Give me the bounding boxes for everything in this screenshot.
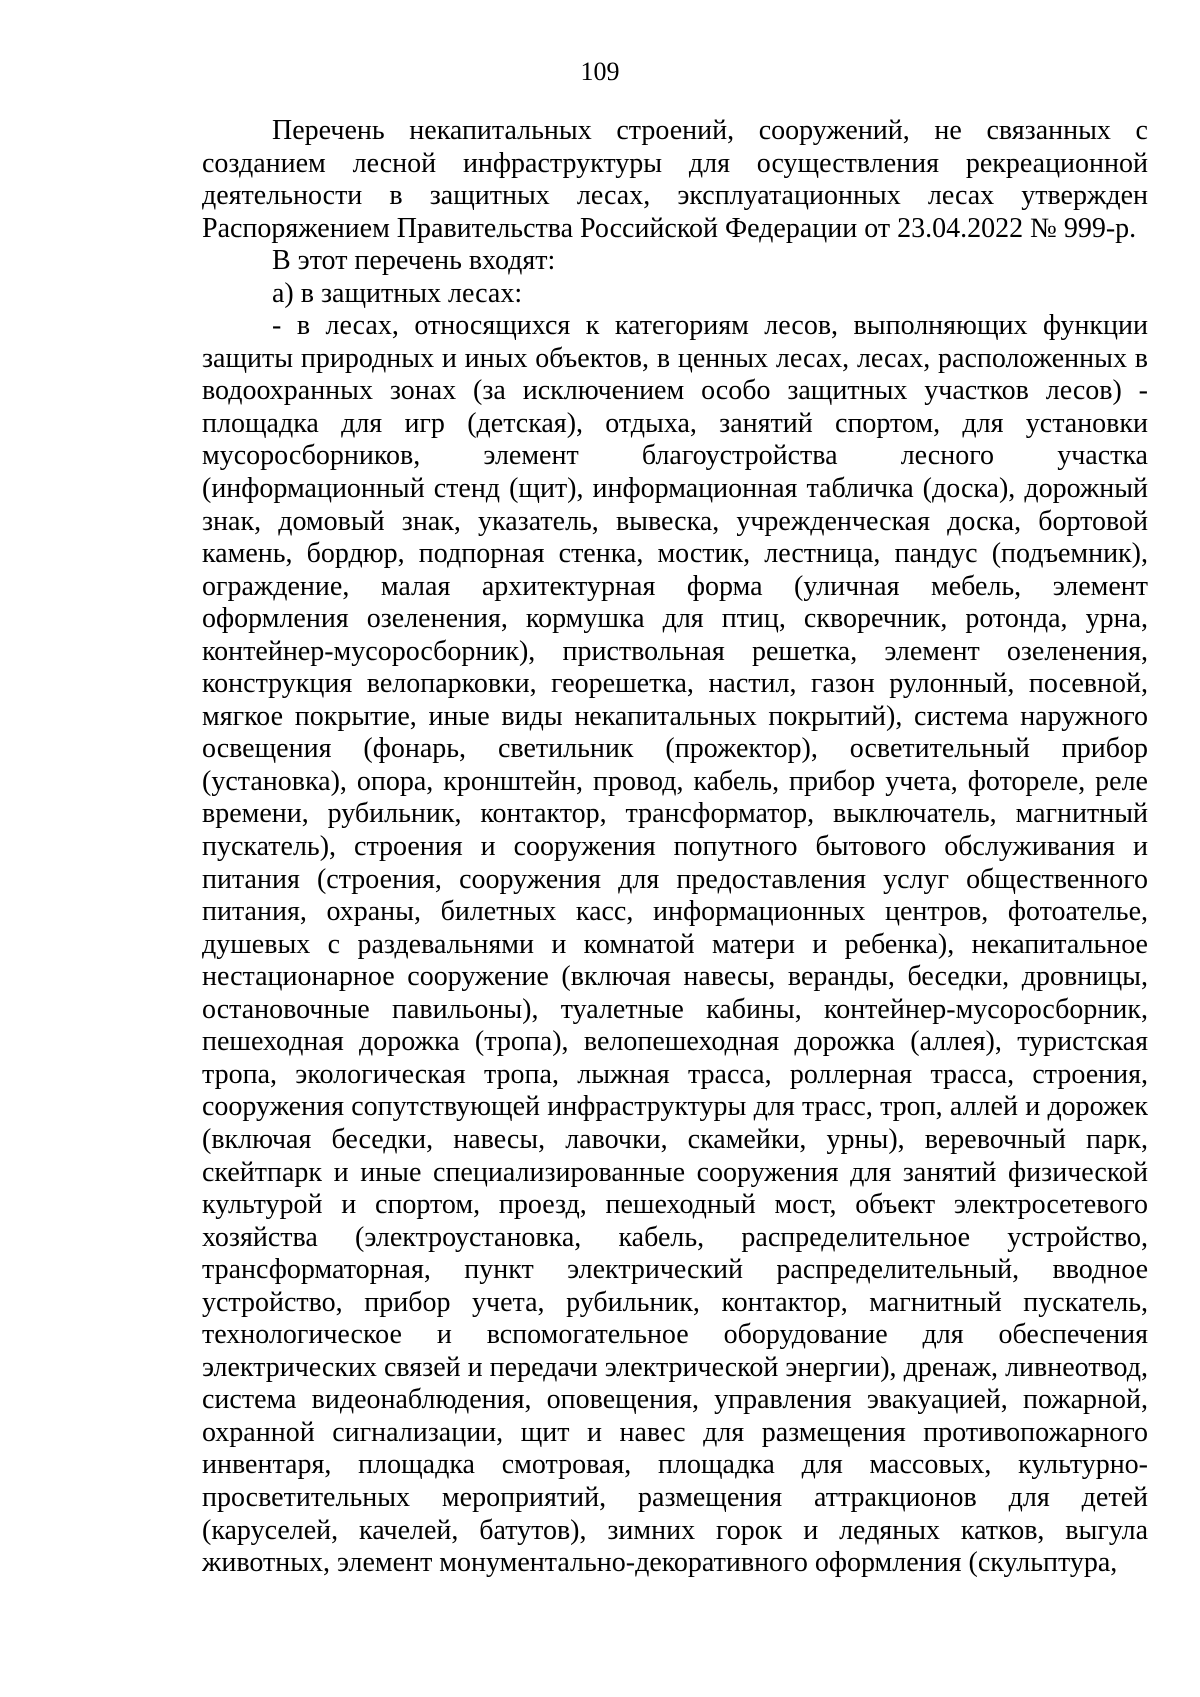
protective-forests-list-paragraph: - в лесах, относящихся к категориям лесов, выполняющих функции защиты природных и иных объектов, в ценных лесах, лесах, расположенных в водоохранных зонах (за исключением особо защитных участков лесов) - площадка для игр (детская), отдыха, занятий спортом, для установки мусоросборников, элемент благоустройства лесного участка (информационный стенд (щит), информационная табличка (доска), дорожный знак, домовый знак, указатель, вывеска, учрежденческая доска, бортовой камень, бордюр, подпорная стенка, мостик, лестница, пандус (подъемник), ограждение, малая архитектурная форма (уличная мебель, элемент оформления озеленения, кормушка для птиц, скворечник, ротонда, урна, контейнер-мусоросборник), приствольная решетка, элемент озеленения, конструкция велопарковки, георешетка, настил, газон рулонный, посевной, мягкое покрытие, иные виды некапитальных покрытий), система наружного освещения (фонарь, светильник (прожектор), осветительный прибор (установка), опора, кронштейн, провод, кабель, прибор учета, фотореле, реле времени, рубильник, контактор, трансформатор, выключатель, магнитный пускатель), строения и сооружения попутного бытового обслуживания и питания (строения, сооружения для предоставления услуг общественного питания, охраны, билетных касс, информационных центров, фотоателье, душевых с раздевальнями и комнатой матери и ребенка), некапитальное нестационарное сооружение (включая навесы, веранды, беседки, дровницы, остановочные павильоны), туалетные кабины, контейнер-мусоросборник, пешеходная дорожка (тропа), велопешеходная дорожка (аллея), туристская тропа, экологическая тропа, лыжная трасса, роллерная трасса, строения, сооружения сопутствующей инфраструктуры для трасс, троп, аллей и дорожек (включая беседки, навесы, лавочки, скамейки, урны), веревочный парк, скейтпарк и иные специализированные сооружения для занятий физической культурой и спортом, проезд, пешеходный мост, объект электросетевого хозяйства (электроустановка, кабель, распределительное устройство, трансформаторная, пункт электрический распределительный, вводное устройство, прибор учета, рубильник, контактор, магнитный пускатель, технологическое и вспомогательное оборудование для обеспечения электрических связей и передачи электрической энергии), дренаж, ливнеотвод, система видеонаблюдения, оповещения, управления эвакуацией, пожарной, охранной сигнализации, щит и навес для размещения противопожарного инвентаря, площадка смотровая, площадка для массовых, культурно-просветительных мероприятий, размещения аттракционов для детей (каруселей, качелей, батутов), зимних горок и ледяных катков, выгула животных, элемент монументально-декоративного оформления (скульптура, [202,310,1148,1579]
page-number: 109 [580,57,620,86]
document-body [202,115,1148,1580]
section-a-heading: а) в защитных лесах: [272,277,523,309]
intro-paragraph: Перечень некапитальных строений, сооружений, не связанных с созданием лесной инфраструктуры для осуществления рекреационной деятельности в защитных лесах, эксплуатационных лесах утвержден Распоряжением Правительства Российской Федерации от 23.04.2022 № 999-р. [202,115,1148,244]
list-intro-paragraph: В этот перечень входят: [272,245,556,277]
